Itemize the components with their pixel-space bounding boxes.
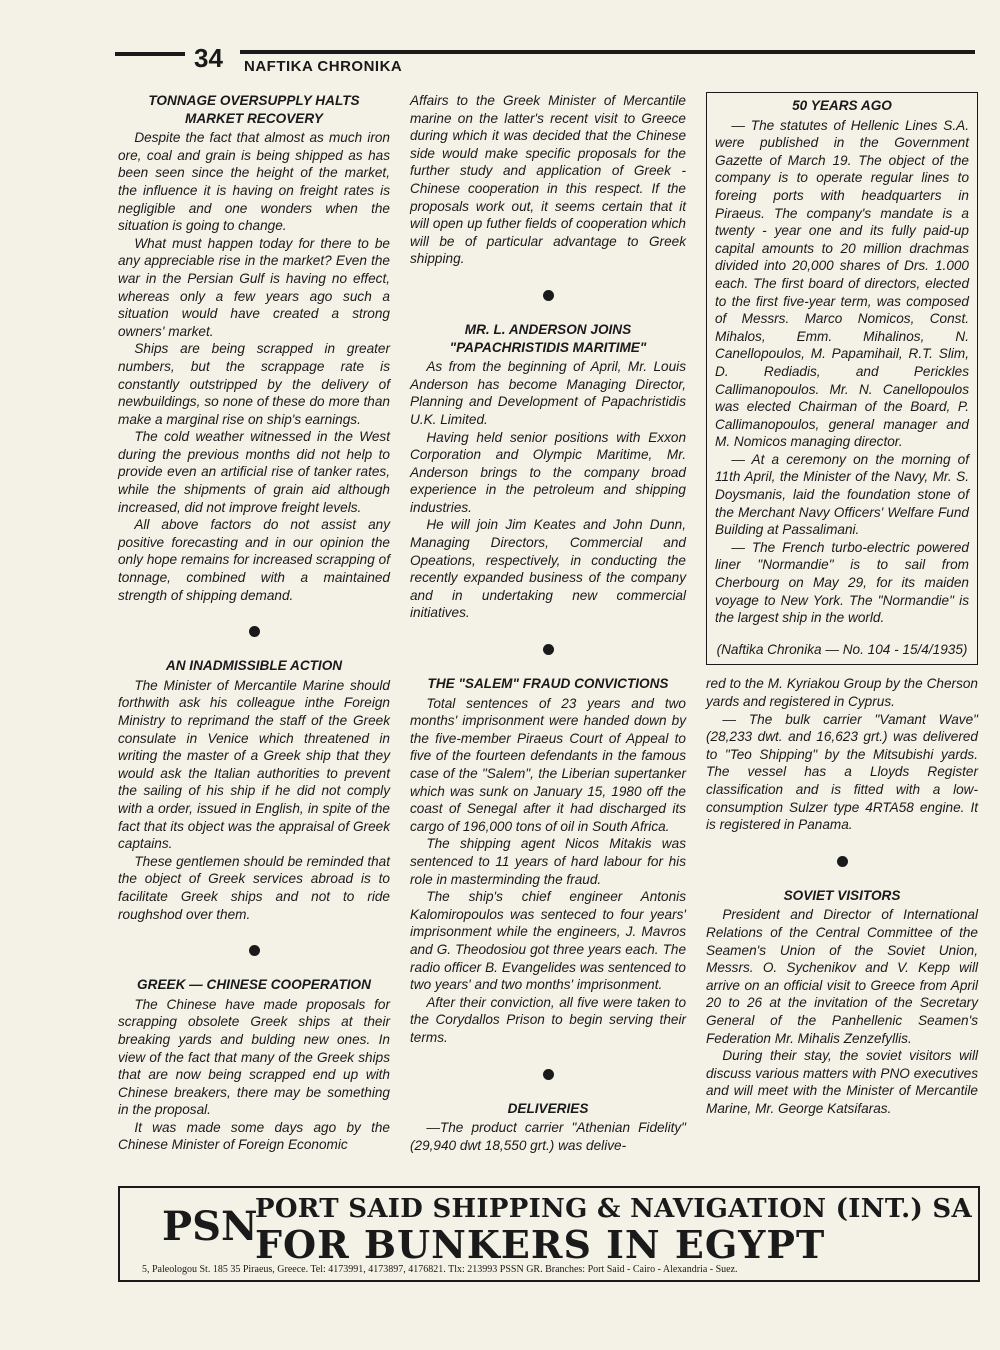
paragraph: Having held senior positions with Exxon Corporation and Olympic Maritime, Mr. Anderson brings to the company broad experience in the petroleum and shipping industries. [410,429,686,515]
paragraph: Total sentences of 23 years and two months' imprisonment were handed down by the five-member Piraeus Court of Appeal to five of the fourteen defendants in the famous case of the "Salem", the Liberian supertanker which was sunk on January 15, 1980 off the coast of Senegal after it had discharged its cargo of 196,000 tons of oil in South Africa. [410,695,686,834]
article-title-salem: THE "SALEM" FRAUD CONVICTIONS [427,676,669,692]
box-title: 50 YEARS AGO [792,98,892,113]
bullet-divider [249,626,260,637]
article-title-tonnage: TONNAGE OVERSUPPLY HALTS MARKET RECOVERY [148,93,360,126]
paragraph: What must happen today for there to be any appreciable rise in the market? Even the war in the Persian Gulf is having no effect, whereas only a few years ago such a situation would have created a strong owners' market. [118,235,390,339]
bullet-divider [249,945,260,956]
paragraph: — At a ceremony on the morning of 11th April, the Minister of the Navy, Mr. S. Doysmanis, laid the foundation stone of the Merchant Navy Officers' Welfare Fund Building at Passalimani. [715,451,969,538]
bullet-divider [543,290,554,301]
paragraph: It was made some days ago by the Chinese Minister of Foreign Economic [118,1119,390,1153]
paragraph: These gentlemen should be reminded that the object of Greek services abroad is to facilitate Greek ships and not to ride roughshod over them. [118,853,390,922]
paragraph: He will join Jim Keates and John Dunn, Managing Directors, Commercial and Opeations, respectively, in conducting the recently expanded business of the company and in undertaking new commercial initiatives. [410,517,686,621]
header-rule-left [115,52,185,56]
column-2 [410,92,686,1154]
article-title-deliveries: DELIVERIES [507,1100,589,1116]
paragraph: Despite the fact that almost as much iron ore, coal and grain is being shipped as has been seen since the height of the market, the influence it is having on freight rates is negligible and one wonders when the situation is going to change. [118,130,390,234]
paragraph: President and Director of International Relations of the Central Committee of the Seamen's Union of the Soviet Union, Messrs. O. Sychenikov and V. Kepp will arrive on an official visit to Greece from April 20 to 26 at the invitation of the Secretary General of the Panhellenic Seamen's Federation Mr. Mihalis Zenzefyllis. [706,907,978,1046]
magazine-name: NAFTIKA CHRONIKA [244,58,403,75]
header-rule-right [240,50,975,54]
column-1 [118,92,390,1154]
paragraph: The Minister of Mercantile Marine should forthwith ask his colleague inthe Foreign Ministry to reprimand the staff of the Greek consulate in Venice which threatened in writing the master of a Greek ship that they would ask the Italian authorities to prevent the sailing of his ship if he did not comply with a order, issued in English, in spite of the fact that its object was the appraisal of Greek captains. [118,677,390,852]
article-title-inadmissible: AN INADMISSIBLE ACTION [165,658,343,674]
bullet-divider [543,644,554,655]
paragraph: The shipping agent Nicos Mitakis was sentenced to 11 years of hard labour for his role in masterminding the fraud. [410,836,686,887]
paragraph: The Chinese have made proposals for scrapping obsolete Greek ships at their breaking yards and bulding new ones. In view of the fact that many of the Greek ships that are now being scrapped end up with Chinese breakers, there may be something in the proposal. [118,996,390,1118]
psn-logo-text: PSN [162,1203,258,1250]
page-number: 34 [194,43,223,73]
article-title-greek-chinese: GREEK — CHINESE COOPERATION [137,977,371,993]
fifty-years-ago-box [706,92,978,665]
paragraph: The ship's chief engineer Antonis Kalomiropoulos was senteced to four years' imprisonment while the engineers, J. Mavros and G. Theodosiou got three years each. The radio officer B. Evangelides was sentenced to two years' and two months' imprisonment. [410,889,686,993]
box-source: (Naftika Chronika — No. 104 - 15/4/1935) [716,641,968,657]
ad-slogan: FOR BUNKERS IN EGYPT [255,1222,826,1267]
paragraph: — The French turbo-electric powered liner "Normandie" is to sail from Cherbourg on May 29, for its maiden voyage to New York. The "Normandie" is the largest ship in the world. [715,539,969,626]
article-title-anderson: MR. L. ANDERSON JOINS "PAPACHRISTIDIS MARITIME" [449,321,647,355]
ad-company-name: PORT SAID SHIPPING & NAVIGATION (INT.) SA [255,1194,972,1224]
paragraph: —The product carrier "Athenian Fidelity" (29,940 dwt 18,550 grt.) was delive- [410,1120,686,1153]
paragraph: — The statutes of Hellenic Lines S.A. were published in the Government Gazette of March 19. The object of the company is to operate regular lines to foreing ports with headquarters in Piraeus. The company's mandate is a twenty - year one and its fully paid-up capital amounts to 20 million drachmas divided into 20,000 shares of Drs. 1.000 each. The first board of directors, elected to the first five-year term, was composed of Messrs. Marco Nomicos, Const. Mihalos, Emm. Mihalinos, N. Canellopoulos, M. Papamihail, R.T. Slim, D. Rediadis, and Perickles Callimanopoulos. Mr. N. Canellopoulos was elected Chairman of the Board, P. Callimanopoulos, general manager and M. Nomicos managing director. [715,117,969,450]
article-title-soviet: SOVIET VISITORS [783,887,901,903]
column-3 [706,92,978,1117]
paragraph: — The bulk carrier "Vamant Wave" (28,233 dwt. and 16,623 grt.) was delivered to "Teo Shipping" by the Mitsubishi yards. The vessel has a Lloyds Register classification and is fitted with a low-consumption Sulzer type 4RTA58 engine. It is registered in Panama. [706,711,978,833]
paragraph: The cold weather witnessed in the West during the previous months did not help to provide even an artificial rise of tanker rates, while the shipments of grain aid although increased, did not improve freight levels. [118,429,390,515]
advertisement [118,1186,980,1282]
ad-contact-line: 5, Paleologou St. 185 35 Piraeus, Greece. Tel: 4173991, 4173897, 4176821. Tlx: 213993 PSSN GR. Branches: Port Said - Cairo - Alexandria - Suez. [142,1264,738,1275]
paragraph: As from the beginning of April, Mr. Louis Anderson has become Managing Director, Planning and Development of Papachristidis U.K. Limited. [410,359,686,427]
bullet-divider [837,856,848,867]
paragraph: red to the M. Kyriakou Group by the Cherson yards and registered in Cyprus. [706,676,978,709]
bullet-divider [543,1069,554,1080]
paragraph: All above factors do not assist any positive forecasting and in our opinion the only hope remains for increased scrapping of tonnage, combined with a maintained strength of shipping demand. [118,517,390,603]
paragraph: After their conviction, all five were taken to the Corydallos Prison to begin serving their terms. [410,994,686,1045]
psn-logo-icon [160,1200,258,1256]
paragraph: Affairs to the Greek Minister of Mercantile marine on the latter's recent visit to Greece during which it was decided that the Chinese side would make specific proposals for the further study and application of Greek - Chinese cooperation in this respect. If the proposals work out, it seems certain that it will open up futher fields of cooperation which will be of particular advantage to Greek shipping. [410,93,686,267]
paragraph: Ships are being scrapped in greater numbers, but the scrappage rate is constantly outstripped by the delivery of newbuildings, so none of these do more than make a marginal rise on ship's earnings. [118,341,390,427]
paragraph: During their stay, the soviet visitors will discuss various matters with PNO executives and will meet with the Minister of Mercantile Marine, Mr. George Katsifaras. [706,1048,978,1116]
